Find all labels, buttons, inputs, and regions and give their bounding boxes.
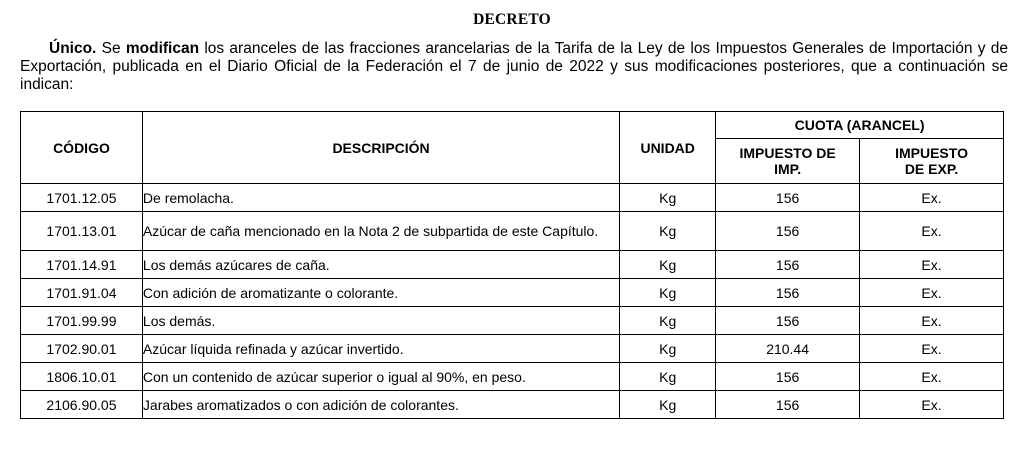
cell-unit: Kg xyxy=(620,307,716,335)
cell-description: Con un contenido de azúcar superior o igual al 90%, en peso. xyxy=(142,363,619,391)
cell-import-tax: 156 xyxy=(716,307,860,335)
cell-export-tax: Ex. xyxy=(860,212,1004,251)
header-export-tax xyxy=(860,139,1004,184)
table-row xyxy=(21,335,1004,363)
cell-export-tax: Ex. xyxy=(860,335,1004,363)
cell-export-tax: Ex. xyxy=(860,184,1004,212)
cell-description: De remolacha. xyxy=(142,184,619,212)
cell-import-tax: 156 xyxy=(716,363,860,391)
intro-rest: los aranceles de las fracciones arancelarias de la Tarifa de la Ley de los Impuestos Generales de Importación y de Exportación, publicada en el Diario Oficial de la Federación el 7 de junio de 2022 y sus modificaciones posteriores, que a continuación se indican: xyxy=(20,40,1008,93)
cell-import-tax: 210.44 xyxy=(716,335,860,363)
cell-unit: Kg xyxy=(620,335,716,363)
table-row xyxy=(21,184,1004,212)
cell-description: Con adición de aromatizante o colorante. xyxy=(142,279,619,307)
header-import-tax xyxy=(716,139,860,184)
cell-unit: Kg xyxy=(620,363,716,391)
cell-code: 1701.13.01 xyxy=(21,212,143,251)
cell-import-tax: 156 xyxy=(716,212,860,251)
tariff-table-header xyxy=(21,112,1004,184)
intro-mid: Se xyxy=(101,40,121,57)
cell-export-tax: Ex. xyxy=(860,391,1004,419)
cell-description: Azúcar líquida refinada y azúcar invertido. xyxy=(142,335,619,363)
cell-unit: Kg xyxy=(620,251,716,279)
cell-code: 1701.91.04 xyxy=(21,279,143,307)
cell-export-tax: Ex. xyxy=(860,251,1004,279)
cell-import-tax: 156 xyxy=(716,184,860,212)
intro-verb: modifican xyxy=(125,40,200,57)
cell-code: 1701.12.05 xyxy=(21,184,143,212)
cell-description: Azúcar de caña mencionado en la Nota 2 de subpartida de este Capítulo. xyxy=(142,212,619,251)
cell-export-tax: Ex. xyxy=(860,279,1004,307)
table-row xyxy=(21,279,1004,307)
cell-export-tax: Ex. xyxy=(860,307,1004,335)
header-import-tax-label: IMPUESTO DE IMP. xyxy=(739,145,836,177)
cell-unit: Kg xyxy=(620,212,716,251)
header-quota: CUOTA (ARANCEL) xyxy=(716,112,1004,139)
cell-unit: Kg xyxy=(620,391,716,419)
table-row xyxy=(21,212,1004,251)
document-title: DECRETO xyxy=(473,11,551,28)
tariff-table xyxy=(20,111,1004,419)
tariff-table-body xyxy=(21,184,1004,419)
table-row xyxy=(21,251,1004,279)
cell-code: 1701.99.99 xyxy=(21,307,143,335)
header-unit: UNIDAD xyxy=(620,112,716,184)
cell-import-tax: 156 xyxy=(716,251,860,279)
header-export-tax-label: IMPUESTO DE EXP. xyxy=(895,145,968,177)
cell-import-tax: 156 xyxy=(716,391,860,419)
cell-description: Los demás. xyxy=(142,307,619,335)
cell-code: 1701.14.91 xyxy=(21,251,143,279)
table-row xyxy=(21,363,1004,391)
intro-paragraph xyxy=(20,40,1008,94)
cell-export-tax: Ex. xyxy=(860,363,1004,391)
cell-description: Jarabes aromatizados o con adición de colorantes. xyxy=(142,391,619,419)
header-description: DESCRIPCIÓN xyxy=(142,112,619,184)
cell-unit: Kg xyxy=(620,279,716,307)
cell-code: 1806.10.01 xyxy=(21,363,143,391)
intro-bold-label: Único. xyxy=(49,40,97,57)
table-row xyxy=(21,307,1004,335)
cell-code: 1702.90.01 xyxy=(21,335,143,363)
cell-description: Los demás azúcares de caña. xyxy=(142,251,619,279)
cell-code: 2106.90.05 xyxy=(21,391,143,419)
cell-unit: Kg xyxy=(620,184,716,212)
cell-import-tax: 156 xyxy=(716,279,860,307)
header-code: CÓDIGO xyxy=(21,112,143,184)
table-row xyxy=(21,391,1004,419)
